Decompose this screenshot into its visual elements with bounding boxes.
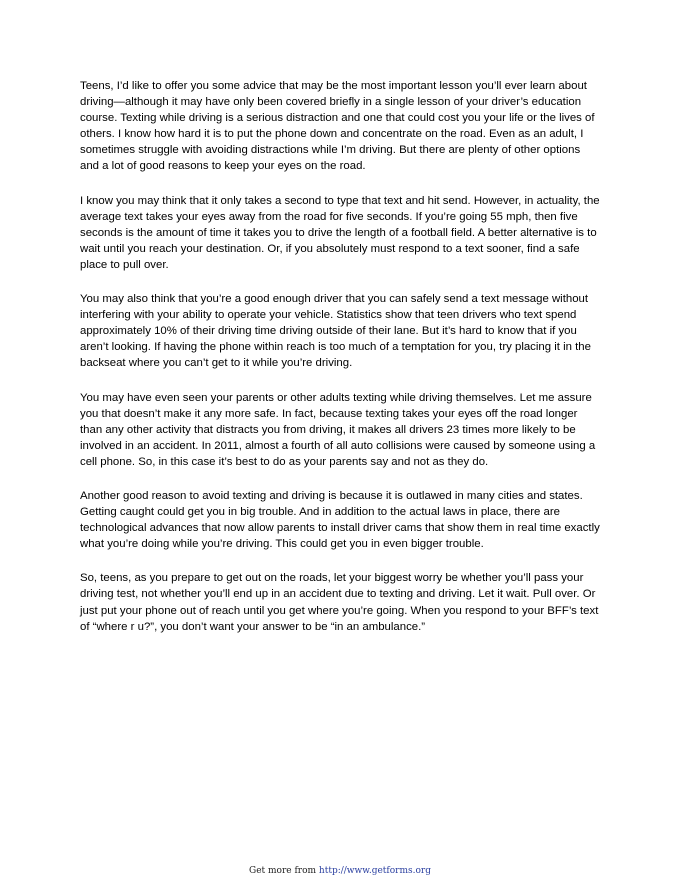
letter-paragraph-5: Another good reason to avoid texting and driving is because it is outlawed in many cities and states. Getting caught could get you in big trouble. And in addition to the actual laws in place, there are technological advances that now allow parents to install driver cams that show them in real time exactly what you’re doing while you’re driving. This could get you in even bigger trouble. — [80, 489, 600, 551]
page-footer — [0, 866, 680, 877]
footer-prefix: Get more from — [249, 866, 319, 876]
letter-paragraph-6: So, teens, as you prepare to get out on the roads, let your biggest worry be whether you’ll pass your driving test, not whether you’ll end up in an accident due to texting and driving. Let it wait. Pull over. Or just put your phone out of reach until you get where you’re going. When you respond to your BFF’s text of “where r u?”, you don’t want your answer to be “in an ambulance.” — [80, 572, 599, 633]
letter-body — [80, 78, 600, 653]
letter-paragraph-4: You may have even seen your parents or other adults texting while driving themselves. Let me assure you that doesn’t make it any more safe. In fact, because texting takes your eyes off the road longer than any other activity that distracts you from driving, it makes all drivers 23 times more likely to be involved in an accident. In 2011, almost a fourth of all auto collisions were caused by someone using a cell phone. So, in this case it’s best to do as your parents say and not as they do. — [80, 391, 596, 468]
letter-paragraph-1: Teens, I’d like to offer you some advice that may be the most important lesson you’ll ever learn about driving—although it may have only been covered briefly in a single lesson of your driver’s education course. Texting while driving is a serious distraction and one that could cost you your life or the lives of others. I know how hard it is to put the phone down and concentrate on the road. Even as an adult, I sometimes struggle with avoiding distractions while I’m driving. But there are plenty of other options and a lot of good reasons to keep your eyes on the road. — [80, 80, 595, 173]
letter-paragraph-3: You may also think that you’re a good enough driver that you can safely send a text message without interfering with your ability to operate your vehicle. Statistics show that teen drivers who text spend approximately 10% of their driving time driving outside of their lane. But it’s hard to know that if you aren’t looking. If having the phone within reach is too much of a temptation for you, try placing it in the backseat where you can’t get to it while you’re driving. — [80, 293, 591, 370]
letter-paragraph-2: I know you may think that it only takes a second to type that text and hit send. However, in actuality, the average text takes your eyes away from the road for five seconds. If you’re going 55 mph, then five seconds is the amount of time it takes you to drive the length of a football field. A better alternative is to wait until you reach your destination. Or, if you absolutely must respond to a text sooner, find a safe place to pull over. — [80, 194, 600, 271]
footer-link[interactable]: http://www.getforms.org — [318, 866, 431, 876]
